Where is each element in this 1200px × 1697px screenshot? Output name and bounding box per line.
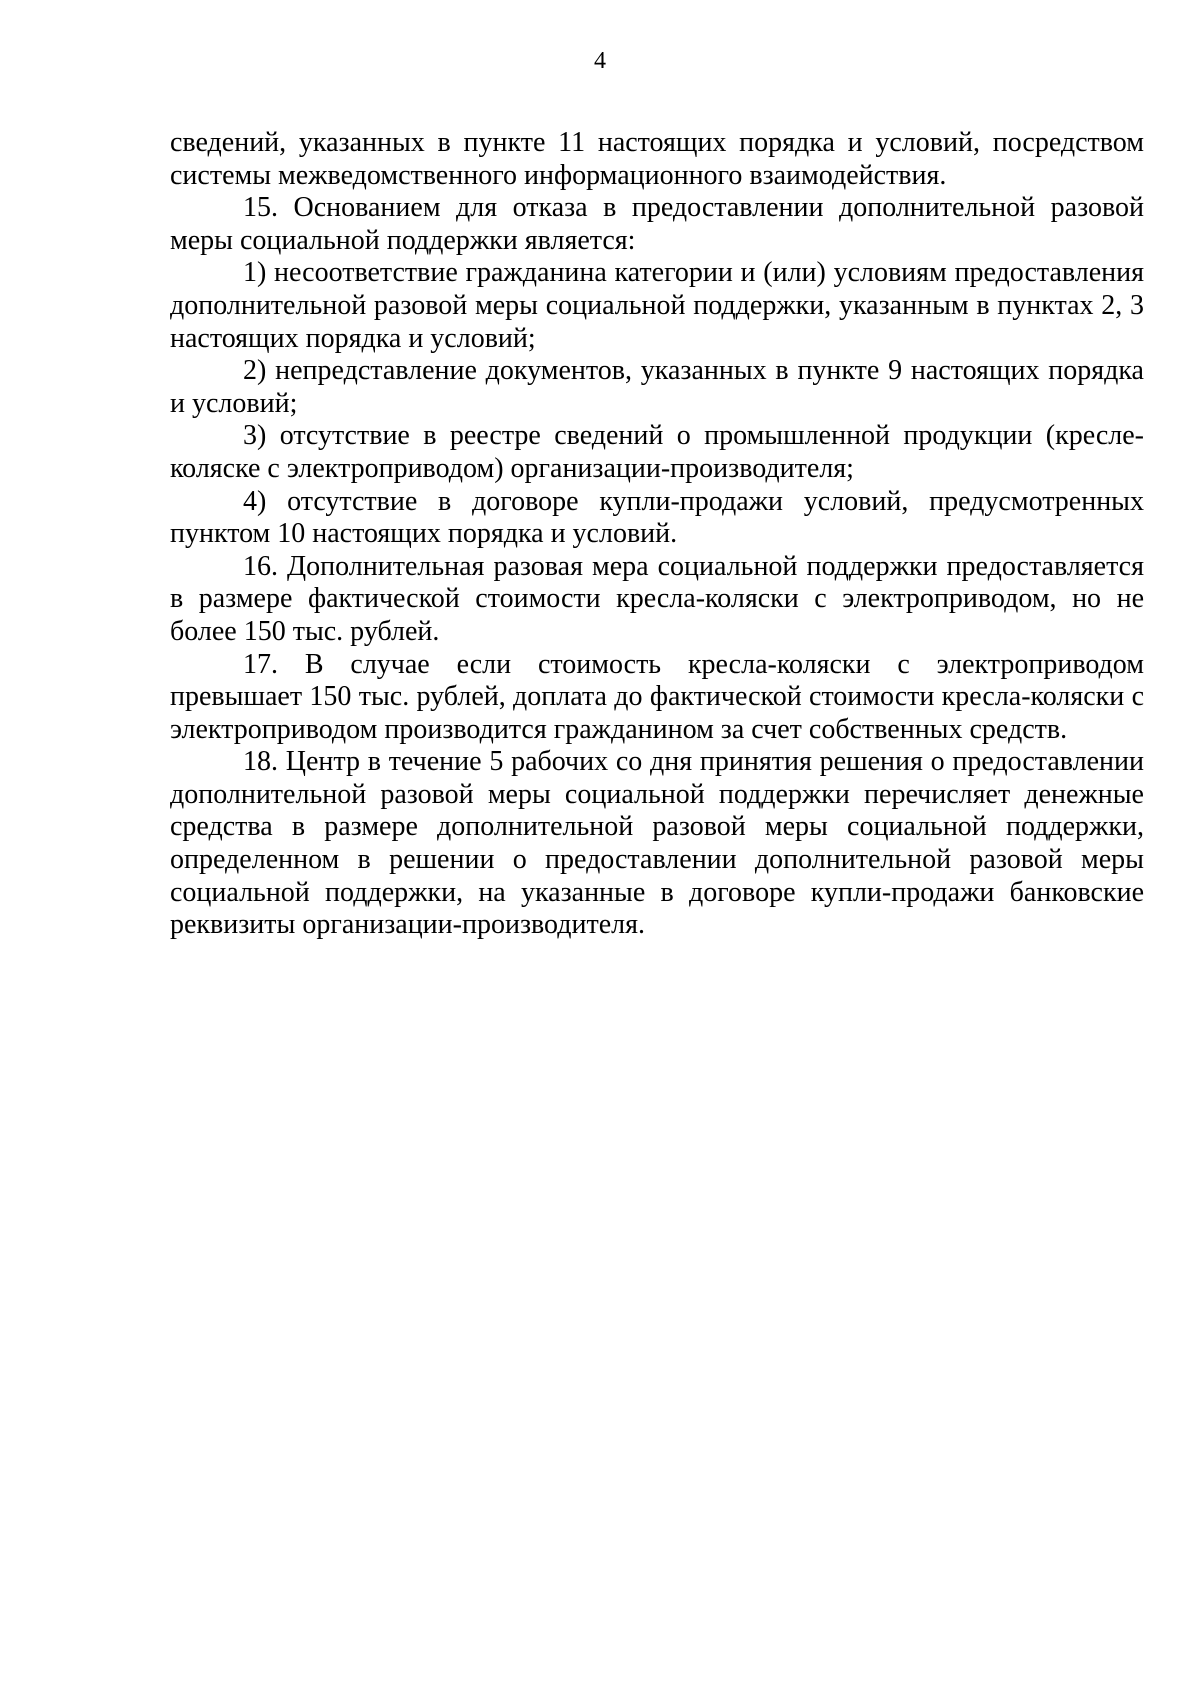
paragraph-15-item-1: 1) несоответствие гражданина категории и (или) условиям предоставления дополнительной разовой меры социальной поддержки, указанным в пунктах 2, 3 настоящих порядка и условий; — [170, 257, 1144, 354]
paragraph-15: 15. Основанием для отказа в предоставлении дополнительной разовой меры социальной поддержки является: — [170, 192, 1144, 256]
paragraph-continuation: сведений, указанных в пункте 11 настоящих порядка и условий, посредством системы межведомственного информационного взаимодействия. — [170, 127, 1144, 191]
paragraph-15-item-2: 2) непредставление документов, указанных в пункте 9 настоящих порядка и условий; — [170, 355, 1144, 419]
paragraph-16: 16. Дополнительная разовая мера социальной поддержки предоставляется в размере фактической стоимости кресла-коляски с электроприводом, но не более 150 тыс. рублей. — [170, 550, 1144, 647]
paragraph-15-item-4: 4) отсутствие в договоре купли-продажи условий, предусмотренных пунктом 10 настоящих порядка и условий. — [170, 485, 1144, 550]
paragraph-17: 17. В случае если стоимость кресла-коляски с электроприводом превышает 150 тыс. рублей, доплата до фактической стоимости кресла-коляски с электроприводом производится гражданином за счет собственных средств. — [170, 648, 1144, 745]
page-number: 4 — [594, 48, 606, 74]
paragraph-15-item-3: 3) отсутствие в реестре сведений о промышленной продукции (кресле-коляске с электроприводом) организации-производителя; — [170, 420, 1144, 484]
document-body — [170, 127, 1144, 942]
paragraph-18: 18. Центр в течение 5 рабочих со дня принятия решения о предоставлении дополнительной разовой меры социальной поддержки перечисляет денежные средства в размере дополнительной разовой меры социальной поддержки, определенном в решении о предоставлении дополнительной разовой меры социальной поддержки, на указанные в договоре купли-продажи банковские реквизиты организации-производителя. — [170, 746, 1144, 941]
